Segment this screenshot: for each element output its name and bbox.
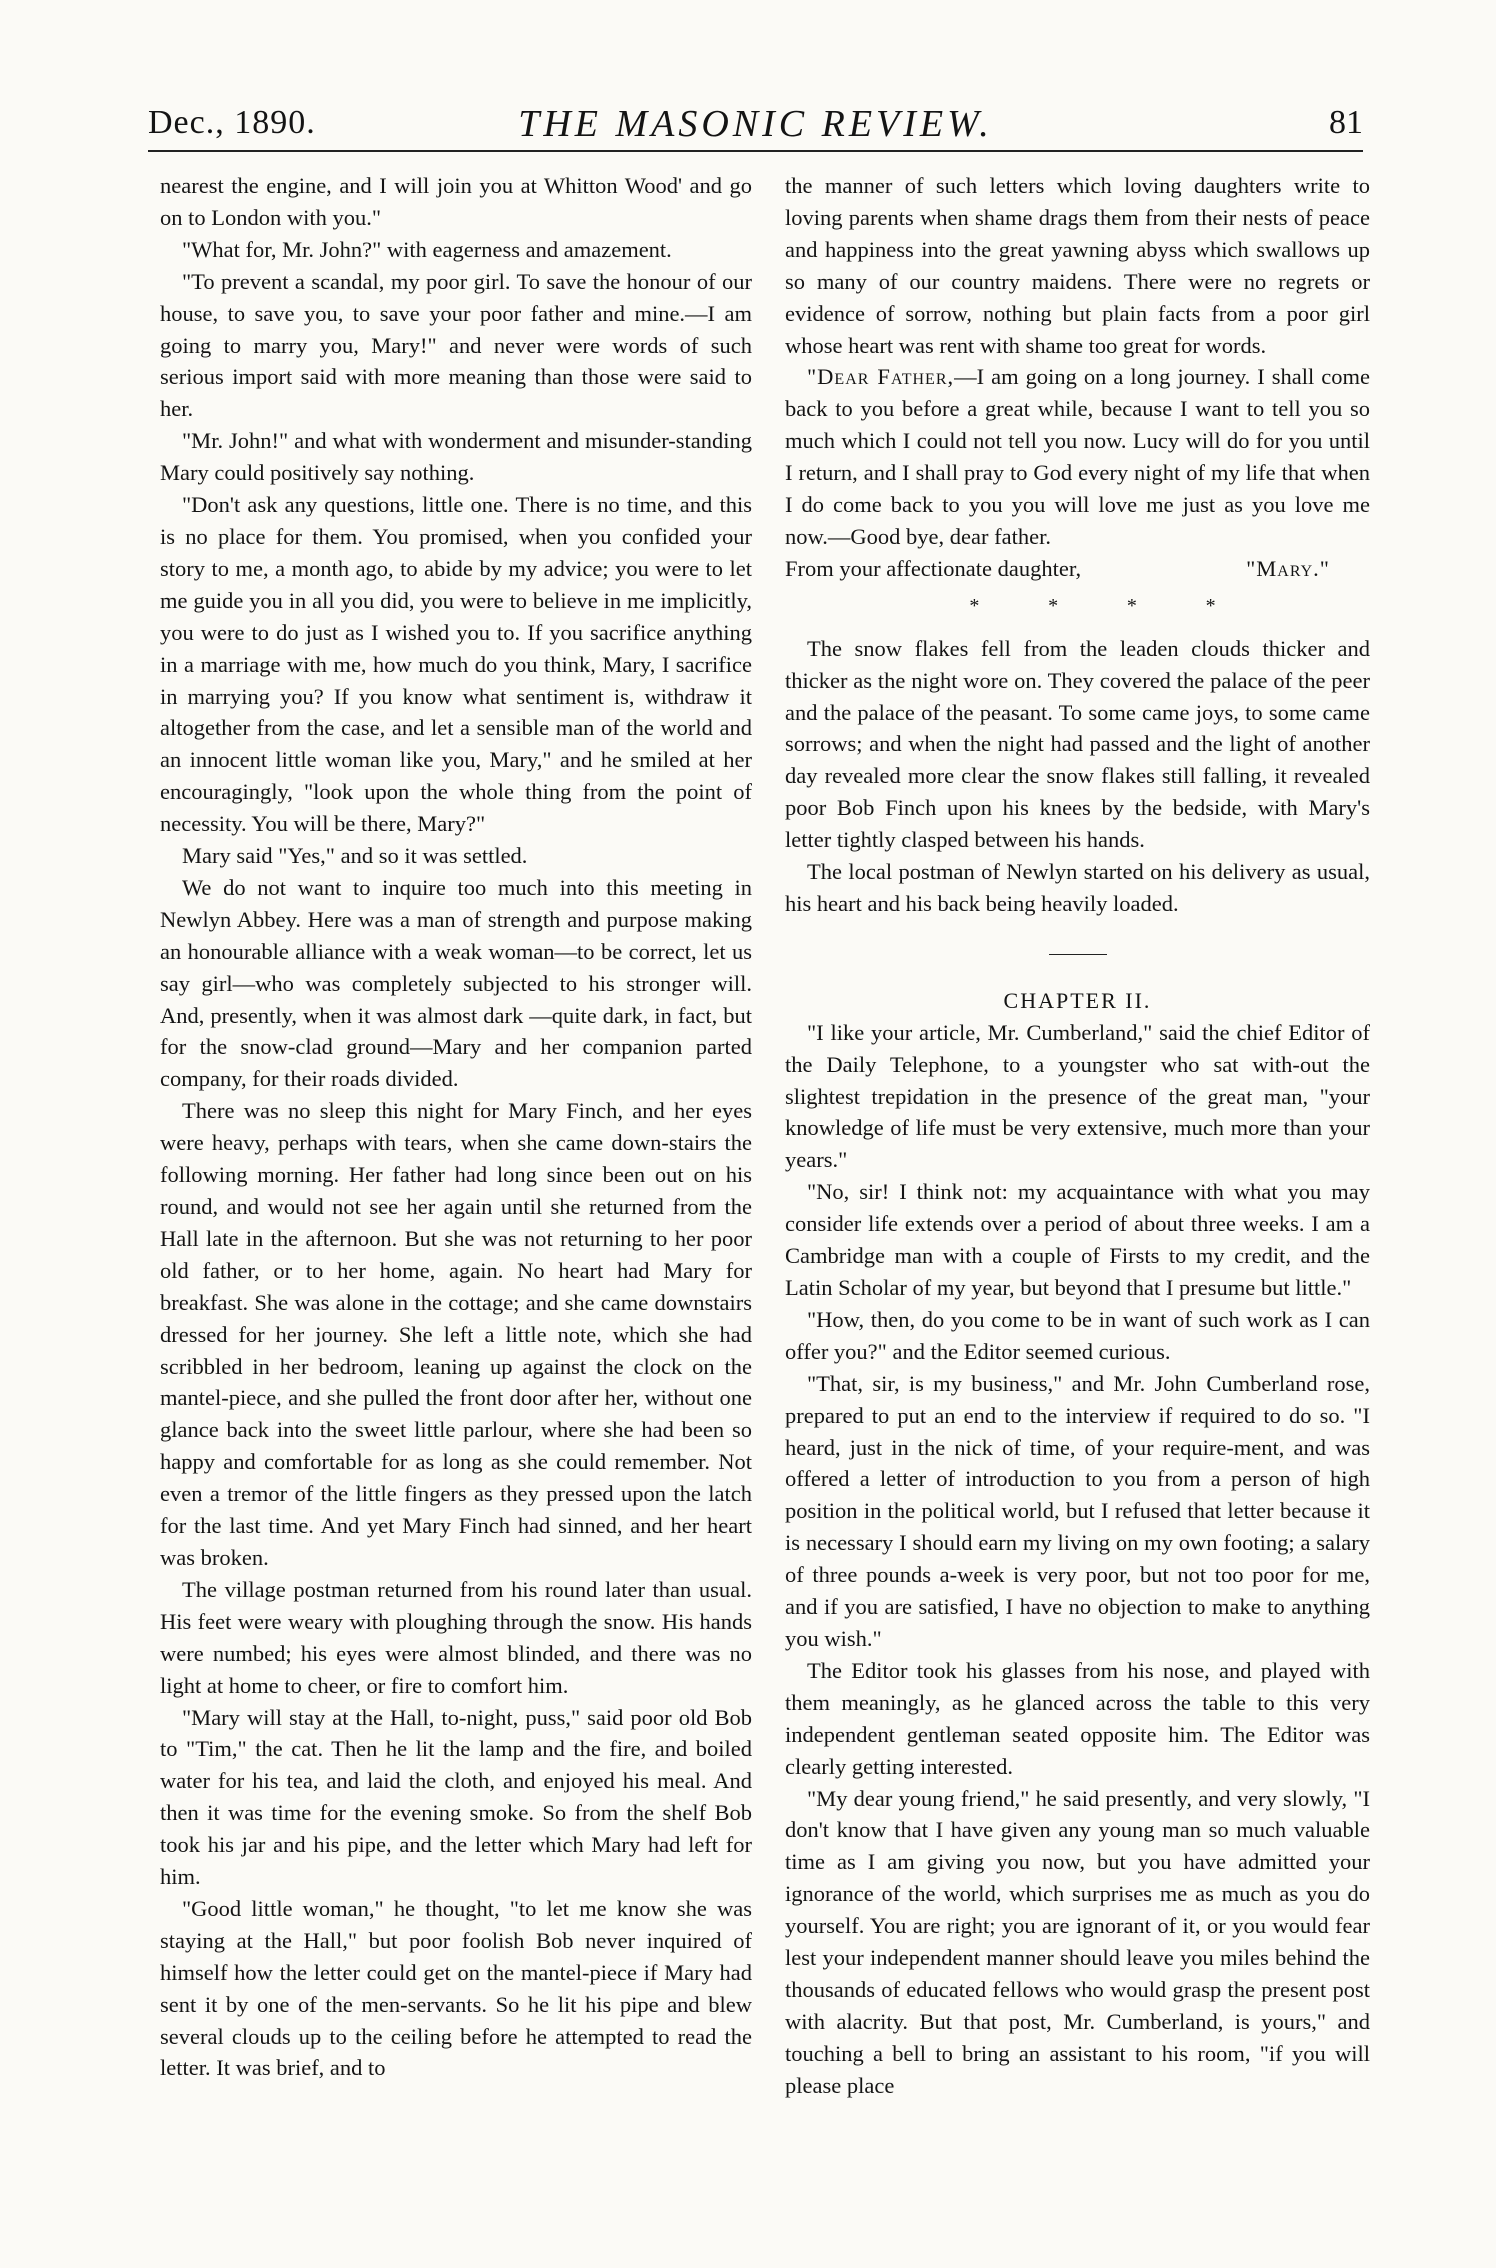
right-column — [785, 170, 1370, 2102]
chapter-heading: CHAPTER II. — [1003, 987, 1152, 1013]
letter-closing: From your affectionate daughter, — [785, 555, 1082, 581]
page-number: 81 — [1329, 104, 1363, 141]
paragraph: Mary said "Yes," and so it was settled. — [182, 843, 528, 869]
paragraph: "No, sir! I think not: my acquaintance with what you may consider life extends over a period of about three weeks. I am a Cambridge man with a couple of Firsts to my credit, and the Latin Scholar of my year, but beyond that I presume but little." — [785, 1179, 1370, 1300]
paragraph: The local postman of Newlyn started on his delivery as usual, his heart and his back being heavily loaded. — [785, 859, 1370, 916]
asterism: * — [1126, 594, 1137, 617]
letter-paragraph — [785, 361, 1370, 552]
asterism: * — [969, 594, 980, 617]
header-title: THE MASONIC REVIEW. — [518, 103, 993, 145]
paragraph: "I like your article, Mr. Cumberland," said the chief Editor of the Daily Telephone, to a youngster who sat with-out the slightest trepidation in the presence of the great man, "your knowledge of life must be very extensive, much more than your years." — [785, 1019, 1370, 1173]
chapter-divider — [1049, 954, 1107, 955]
paragraph: nearest the engine, and I will join you at Whitton Wood' and go on to London with you." — [160, 173, 752, 230]
paragraph: "To prevent a scandal, my poor girl. To save the honour of our house, to save you, to save your poor father and mine.—I am going to marry you, Mary!" and never were words of such serious import said with more meaning than those were said to her. — [160, 268, 752, 422]
letter-body: —I am going on a long journey. I shall come back to you before a great while, because I want to tell you so much which I could not tell you now. Lucy will do for you until I return, and I shall pray to God every night of my life that when I do come back to you you will love me just as you love me now.—Good bye, dear father. — [785, 364, 1370, 549]
paragraph: "How, then, do you come to be in want of such work as I can offer you?" and the Editor seemed curious. — [785, 1306, 1370, 1364]
paragraph: The snow flakes fell from the leaden clouds thicker and thicker as the night wore on. They covered the palace of the peer and the palace of the peasant. To some came joys, to some came sorrows; and when the night had passed and the light of another day revealed more clear the snow flakes still falling, it revealed poor Bob Finch upon his knees by the bedside, with Mary's letter tightly clasped between his hands. — [785, 635, 1370, 853]
letter-signature: "Mary." — [1246, 555, 1330, 581]
paragraph: "That, sir, is my business," and Mr. John Cumberland rose, prepared to put an end to the interview if required to do so. "I heard, just in the nick of time, of your require-ment, and was offered a letter of introduction to you from a person of high position in the political world, but I refused that letter because it is necessary I should earn my living on my own footing; a salary of three pounds a-week is very poor, but not too poor for me, and if you are satisfied, I have no objection to make to anything you wish." — [785, 1370, 1370, 1651]
paragraph: the manner of such letters which loving daughters write to loving parents when shame drags them from their nests of peace and happiness into the great yawning abyss which swallows up so many of our country maidens. There were no regrets or evidence of sorrow, nothing but plain facts from a poor girl whose heart was rent with shame too great for words. — [785, 173, 1370, 358]
letter-salutation: "Dear Father, — [807, 364, 955, 390]
asterism: * — [1205, 594, 1216, 617]
header-rule — [148, 150, 1363, 152]
paragraph: "What for, Mr. John?" with eagerness and amazement. — [182, 236, 672, 262]
paragraph: The village postman returned from his round later than usual. His feet were weary with ploughing through the snow. His hands were numbed; his eyes were almost blinded, and there was no light at home to cheer, or fire to comfort him. — [160, 1576, 752, 1698]
letter-signature-line — [785, 553, 1370, 585]
section-break-asterisms — [785, 591, 1370, 623]
paragraph: "Mr. John!" and what with wonderment and misunder-standing Mary could positively say nothing. — [160, 428, 752, 486]
paragraph: "Don't ask any questions, little one. There is no time, and this is no place for them. You promised, when you confided your story to me, a month ago, to abide by my advice; you were to let me guide you in all you did, you were to believe in me implicitly, you were to do just as I wished you to. If you sacrifice anything in a marriage with me, how much do you think, Mary, I sacrifice in marrying you? If you know what sentiment is, withdraw it altogether from the case, and let a sensible man of the world and an innocent little woman like you, Mary," and he smiled at her encouragingly, "look upon the whole thing from the point of necessity. You will be there, Mary?" — [160, 492, 752, 837]
paragraph: The Editor took his glasses from his nose, and played with them meaningly, as he glanced across the table to this very independent gentleman seated opposite him. The Editor was clearly getting interested. — [785, 1657, 1370, 1779]
paragraph: "Good little woman," he thought, "to let me know she was staying at the Hall," but poor foolish Bob never inquired of himself how the letter could get on the mantel-piece if Mary had sent it by one of the men-servants. So he lit his pipe and blew several clouds up to the ceiling before he attempted to read the letter. It was brief, and to — [160, 1895, 752, 2081]
paragraph: "My dear young friend," he said presently, and very slowly, "I don't know that I have given any young man so much valuable time as I am giving you now, but you have admitted your ignorance of the world, which surprises me as much as you do yourself. You are right; you are ignorant of it, or you would fear lest your independent manner should leave you miles behind the thousands of educated fellows who would grasp the present post with alacrity. But that post, Mr. Cumberland, is yours," and touching a bell to bring an assistant to his room, "if you will please place — [785, 1785, 1370, 2098]
asterism: * — [1048, 594, 1059, 617]
paragraph: There was no sleep this night for Mary Finch, and her eyes were heavy, perhaps with tears, when she came down-stairs the following morning. Her father had long since been out on his round, and would not see her again until she returned from the Hall late in the afternoon. But she was not returning to her poor old father, or to her home, again. No heart had Mary for breakfast. She was alone in the cottage; and she came downstairs dressed for her journey. She left a little note, which she had scribbled in her bedroom, leaning up against the clock on the mantel-piece, and she pulled the front door after her, without one glance back into the sweet little parlour, where she had been so happy and comfortable for as long as she could remember. Not even a tremor of the little fingers as they pressed upon the latch for the last time. And yet Mary Finch had sinned, and her heart was broken. — [160, 1098, 752, 1570]
paragraph: We do not want to inquire too much into this meeting in Newlyn Abbey. Here was a man of strength and purpose making an honourable alliance with a weak woman—to be correct, let us say girl—who was completely subjected to his stronger will. And, presently, when it was almost dark —quite dark, in fact, but for the snow-clad ground—Mary and her companion parted company, for their roads divided. — [160, 874, 752, 1092]
paragraph: "Mary will stay at the Hall, to-night, puss," said poor old Bob to "Tim," the cat. Then he lit the lamp and the fire, and boiled water for his tea, and laid the cloth, and enjoyed his meal. And then it was time for the evening smoke. So from the shelf Bob took his jar and his pipe, and the letter which Mary had left for him. — [160, 1704, 752, 1890]
left-column — [160, 170, 752, 2084]
header-date: Dec., 1890. — [148, 104, 316, 141]
